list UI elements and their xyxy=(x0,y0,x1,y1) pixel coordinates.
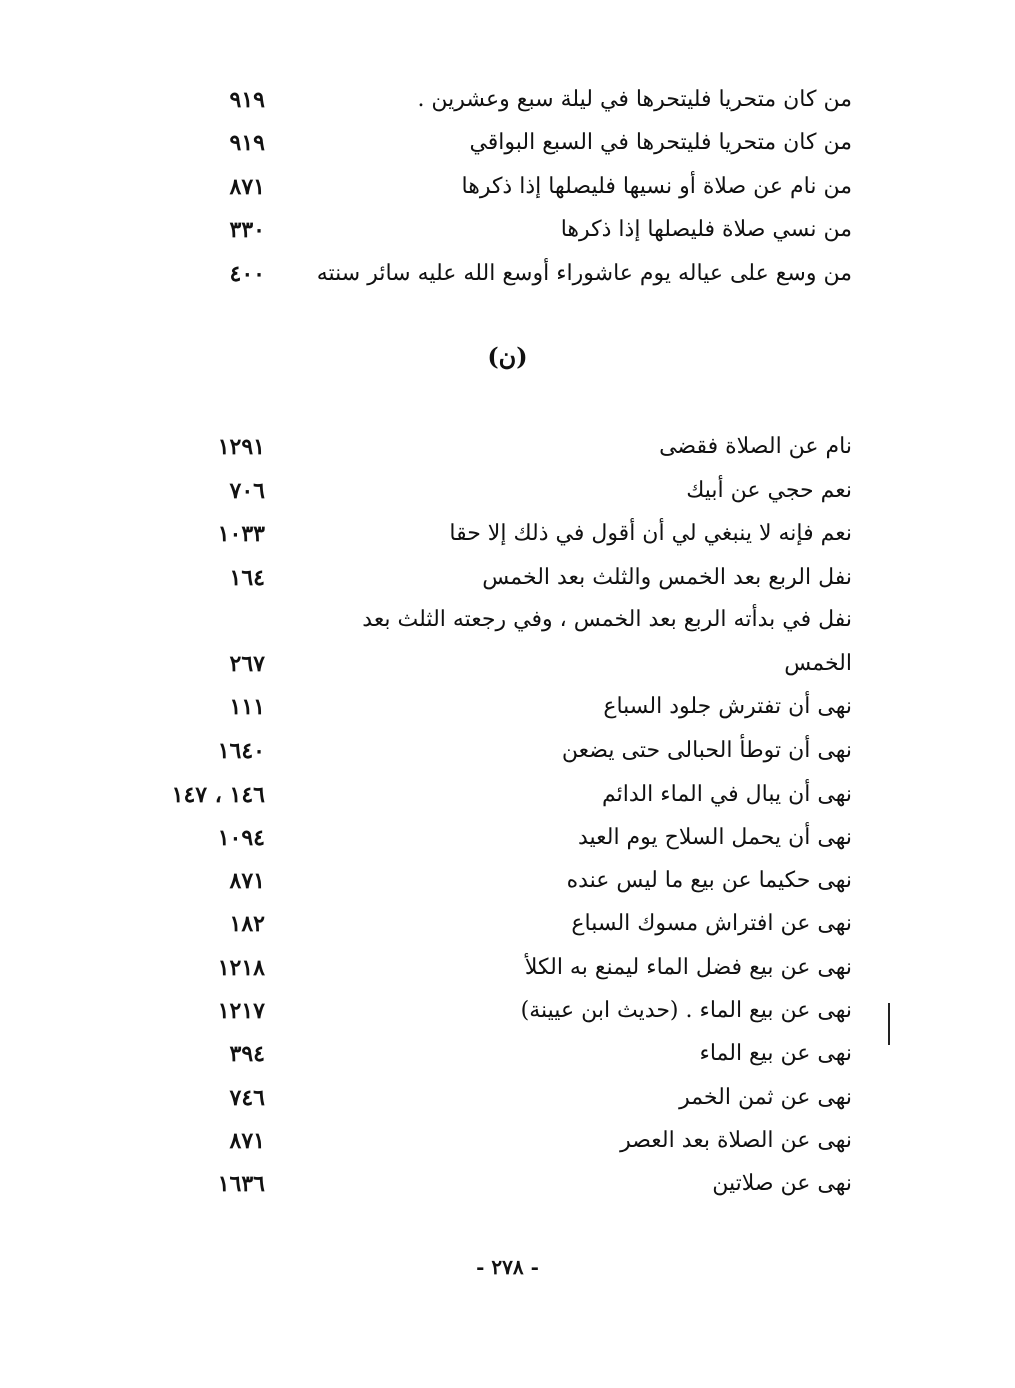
index-entry-text: نهى أن يحمل السلاح يوم العيد xyxy=(577,825,852,850)
index-entry-page: ٨٧١ xyxy=(229,174,265,200)
index-entry-page: ١٦٣٦ xyxy=(217,1171,265,1197)
index-entry-text: نفل الربع بعد الخمس والثلث بعد الخمس xyxy=(482,565,852,590)
index-entry-page: ٣٣٠ xyxy=(229,217,265,243)
index-entry-text: نعم حجي عن أبيك xyxy=(686,478,852,503)
index-entry-page: ١٦٤٠ xyxy=(217,738,265,764)
page-number: - ٢٧٨ - xyxy=(476,1255,539,1279)
index-entry-text: نهى عن الصلاة بعد العصر xyxy=(620,1128,852,1153)
index-entry-text: نهى عن بيع الماء xyxy=(699,1041,852,1066)
index-entry-text: من نام عن صلاة أو نسيها فليصلها إذا ذكرها xyxy=(461,174,852,199)
index-entry-text: نهى عن ثمن الخمر xyxy=(679,1085,852,1110)
index-entry-text: نهى أن توطأ الحبالى حتى يضعن xyxy=(561,738,852,763)
index-entry-text: نهى عن افتراش مسوك السباع xyxy=(571,911,852,936)
index-entry-page: ١٨٢ xyxy=(229,911,265,937)
index-entry-page: ٧٠٦ xyxy=(229,478,265,504)
index-entry-text: نام عن الصلاة فقضى xyxy=(659,434,852,459)
index-entry-page: ٢٦٧ xyxy=(229,651,265,677)
index-entry-page: ١٤٦ ، ١٤٧ xyxy=(171,782,265,808)
index-entry-page: ١٠٣٣ xyxy=(217,521,265,547)
index-entry-page: ٧٤٦ xyxy=(229,1085,265,1111)
index-entry-text: نعم فإنه لا ينبغي لي أن أقول في ذلك إلا حقا xyxy=(449,521,852,546)
index-entry-text: من وسع على عياله يوم عاشوراء أوسع الله عليه سائر سنته xyxy=(316,261,852,286)
index-entry-page: ٨٧١ xyxy=(229,868,265,894)
index-entry-text: نهى أن تفترش جلود السباع xyxy=(603,694,852,719)
index-entry-page: ١٠٩٤ xyxy=(217,825,265,851)
index-entry-page: ٣٩٤ xyxy=(229,1041,265,1067)
index-entry-page: ٤٠٠ xyxy=(229,261,265,287)
index-entry-text: نهى أن يبال في الماء الدائم xyxy=(602,782,852,807)
index-entry-text: نفل في بدأته الربع بعد الخمس ، وفي رجعته الثلث بعد xyxy=(362,607,852,632)
index-entry-page: ١٦٤ xyxy=(229,565,265,591)
index-entry-text: من كان متحريا فليتحرها في ليلة سبع وعشرين . xyxy=(417,87,852,112)
index-entry-page: ٩١٩ xyxy=(229,87,265,113)
index-entry-text: نهى عن بيع فضل الماء ليمنع به الكلأ xyxy=(524,955,852,980)
index-entry-text: نهى حكيما عن بيع ما ليس عنده xyxy=(566,868,852,893)
margin-rule xyxy=(888,1003,890,1045)
index-entry-page: ٩١٩ xyxy=(229,130,265,156)
index-entry-text: الخمس xyxy=(784,651,852,676)
index-entry-text: من كان متحريا فليتحرها في السبع البواقي xyxy=(469,130,852,155)
index-entry-text: نهى عن صلاتين xyxy=(712,1171,852,1196)
index-entry-page: ١٢١٧ xyxy=(217,998,265,1024)
section-heading: (ن) xyxy=(487,342,528,371)
index-entry-page: ١١١ xyxy=(229,694,265,720)
index-entry-page: ١٢٩١ xyxy=(217,434,265,460)
index-entry-page: ١٢١٨ xyxy=(217,955,265,981)
index-entry-page: ٨٧١ xyxy=(229,1128,265,1154)
index-entry-text: نهى عن بيع الماء . (حديث ابن عيينة) xyxy=(520,998,852,1023)
index-entry-text: من نسي صلاة فليصلها إذا ذكرها xyxy=(560,217,852,242)
